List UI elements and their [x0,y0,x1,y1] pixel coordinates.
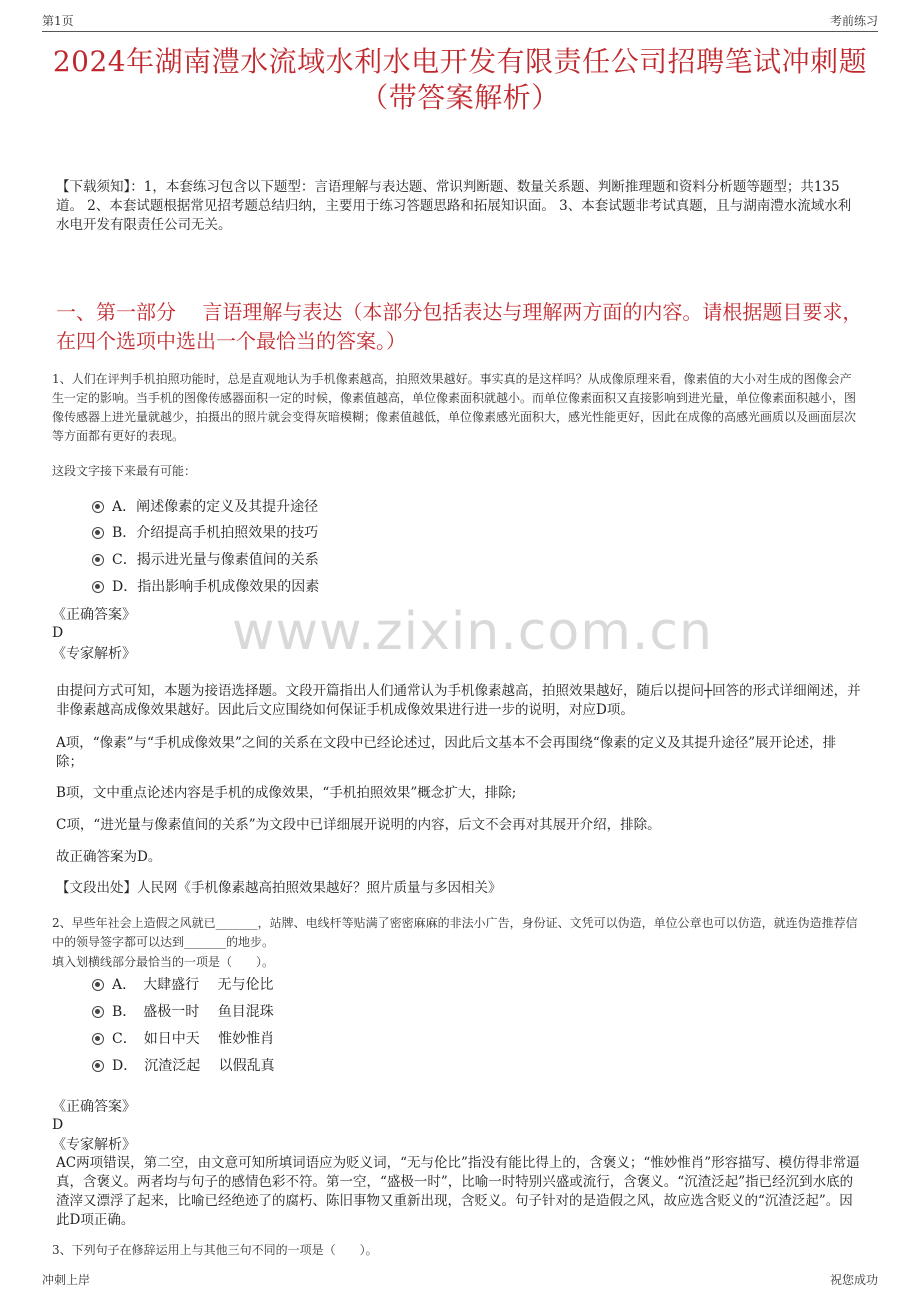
radio-icon[interactable] [92,501,104,513]
radio-icon[interactable] [92,979,104,991]
question-1-stem: 1、人们在评判手机拍照功能时，总是直观地认为手机像素越高，拍照效果越好。事实真的是这样吗？从成像原理来看，像素值的大小对生成的图像会产生一定的影响。当手机的图像传感器面积一定的时候，像素值越高，单位像素面积就越小。而单位像素面积又直接影响到进光量，单位像素面积越小，图像传感器上进光量就越少，拍摄出的照片就会变得灰暗模糊；像素值越低，单位像素感光面积大，感光性能更好，因此在成像的高感光画质以及画面层次等方面都有更好的表现。 [52,372,857,443]
section-heading: 一、第一部分 言语理解与表达（本部分包括表达与理解两方面的内容。请根据题目要求，在四个选项中选出一个最恰当的答案。） [56,300,863,353]
download-notice: 【下载须知】：1，本套练习包含以下题型：言语理解与表达题、常识判断题、数量关系题、判断推理题和资料分析题等题型；共135道。 2、本套试题根据常见招考题总结归纳，主要用于练习答题思路和拓展知识面。 3、本套试题非考试真题，且与湖南澧水流域水利水电开发有限责任公司无关。 [56,179,852,233]
question-1-option-c[interactable]: C．揭示进光量与像素值间的关系 [92,550,319,570]
radio-icon[interactable] [92,527,104,539]
answer-label: 《正确答案》 [52,1099,136,1115]
analysis-paragraph: B项，文中重点论述内容是手机的成像效果，“手机拍照效果”概念扩大，排除; [56,785,517,801]
question-1-option-a[interactable]: A．阐述像素的定义及其提升途径 [92,497,318,517]
source-citation: 【文段出处】人民网《手机像素越高拍照效果越好？照片质量与多因相关》 [56,880,502,896]
answer-value: D [52,625,64,641]
radio-icon[interactable] [92,1060,104,1072]
page-header [42,12,878,32]
analysis-paragraph: C项，“进光量与像素值间的关系”为文段中已详细展开说明的内容，后文不会再对其展开介绍，排除。 [56,817,661,833]
radio-icon[interactable] [92,554,104,566]
header-label: 考前练习 [829,14,878,28]
answer-label: 《正确答案》 [52,607,136,623]
question-1-option-d[interactable]: D．指出影响手机成像效果的因素 [92,577,319,597]
page-number: 第1页 [42,14,74,28]
document-title: 2024年湖南澧水流域水利水电开发有限责任公司招聘笔试冲刺题（带答案解析） [52,45,868,114]
footer-right: 祝您成功 [829,1273,878,1287]
radio-icon[interactable] [92,1006,104,1018]
question-1-option-b[interactable]: B．介绍提高手机拍照效果的技巧 [92,523,318,543]
analysis-paragraph: AC两项错误，第二空，由文意可知所填词语应为贬义词，“无与伦比”指没有能比得上的，含褒义；“惟妙惟肖”形容描写、模仿得非常逼真，含褒义。两者均与句子的感情色彩不符。第一空，“盛极一时”，比喻一时特别兴盛或流行，含褒义。“沉渣泛起”指已经沉到水底的渣滓又漂浮了起来，比喻已经绝迹了的腐朽、陈旧事物又重新出现，含贬义。句子针对的是造假之风，故应选含贬义的“沉渣泛起”。因此D项正确。 [56,1155,860,1228]
analysis-paragraph: 故正确答案为D。 [56,849,162,865]
question-2-option-a[interactable]: A． 大肆盛行 无与伦比 [92,975,274,995]
answer-value: D [52,1117,64,1133]
question-2-option-b[interactable]: B． 盛极一时 鱼目混珠 [92,1002,274,1022]
question-2-stem: 2、早些年社会上造假之风就已_______，站牌、电线杆等贴满了密密麻麻的非法小广告，身份证、文凭可以伪造，单位公章也可以仿造，就连伪造推荐信中的领导签字都可以达到_______的地步。 [52,916,858,949]
question-2-option-d[interactable]: D． 沉渣泛起 以假乱真 [92,1056,275,1076]
analysis-label: 《专家解析》 [52,646,136,662]
radio-icon[interactable] [92,1033,104,1045]
question-2-prompt: 填入划横线部分最恰当的一项是（ ）。 [52,955,275,969]
analysis-paragraph: A项，“像素”与“手机成像效果”之间的关系在文段中已经论述过，因此后文基本不会再围绕“像素的定义及其提升途径”展开论述，排除； [56,735,837,770]
page-footer [42,1271,878,1291]
footer-left: 冲刺上岸 [42,1273,91,1287]
analysis-paragraph: 由提问方式可知，本题为接语选择题。文段开篇指出人们通常认为手机像素越高，拍照效果越好，随后以提问┼回答的形式详细阐述，并非像素越高成像效果越好。因此后文应围绕如何保证手机成像效果进行进一步的说明，对应D项。 [56,683,861,718]
radio-icon[interactable] [92,581,104,593]
watermark: www.zixin.com.cn [232,602,713,662]
analysis-label: 《专家解析》 [52,1137,136,1153]
question-3-stem: 3、下列句子在修辞运用上与其他三句不同的一项是（ ）。 [52,1243,378,1257]
question-2-option-c[interactable]: C． 如日中天 惟妙惟肖 [92,1029,274,1049]
question-1-prompt: 这段文字接下来最有可能： [52,464,197,478]
